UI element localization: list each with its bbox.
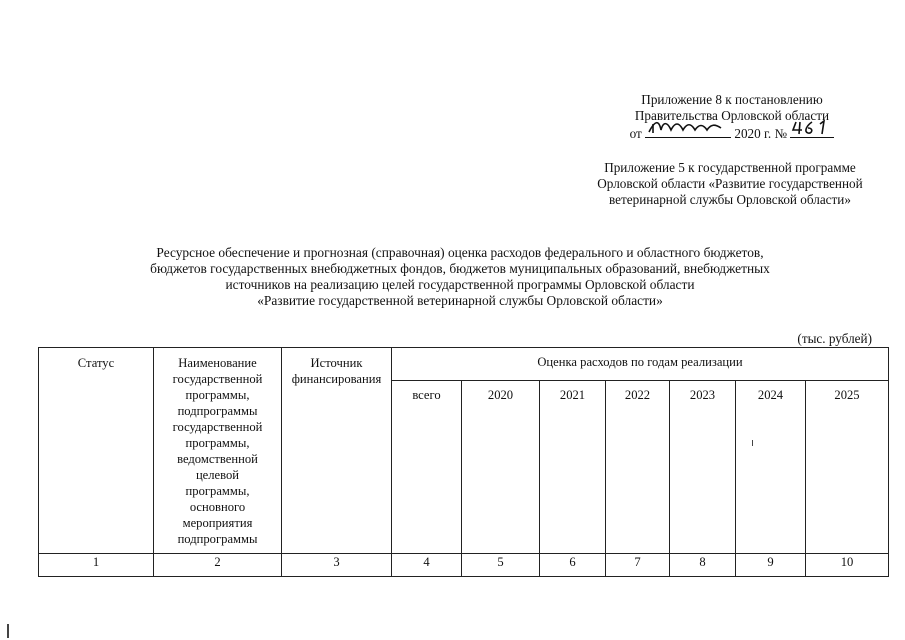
decree-annex-line-3	[612, 124, 852, 142]
header-source-line: финансирования	[291, 372, 382, 386]
column-number-row	[39, 554, 889, 577]
budget-table	[38, 347, 889, 577]
header-name-line: целевой	[195, 468, 240, 482]
column-number: 6	[540, 554, 606, 577]
title-line-4: «Развитие государственной ветеринарной службы Орловской области»	[257, 293, 663, 308]
header-name-line: мероприятия	[182, 516, 253, 530]
scan-mark	[752, 440, 753, 446]
header-year-2020: 2020	[462, 381, 540, 554]
decree-date-prefix: от	[629, 126, 642, 141]
header-total: всего	[392, 381, 462, 554]
header-name-line: основного	[189, 500, 246, 514]
header-name-line: подпрограммы	[177, 532, 258, 546]
decree-annex-line-2: Правительства Орловской области	[634, 108, 830, 123]
header-source-line: Источник	[310, 356, 363, 370]
header-expense-estimate-group: Оценка расходов по годам реализации	[392, 348, 889, 381]
units-label: (тыс. рублей)	[797, 331, 872, 346]
header-program-name	[154, 348, 282, 554]
handwritten-date-signature	[645, 124, 731, 138]
column-number: 4	[392, 554, 462, 577]
header-name-line: программы,	[185, 388, 250, 402]
column-number: 8	[670, 554, 736, 577]
program-annex-header	[572, 160, 888, 208]
header-name-line: Наименование	[178, 356, 257, 370]
title-line-3: источников на реализацию целей государственной программы Орловской области	[225, 277, 695, 292]
program-annex-line-1: Приложение 5 к государственной программе	[604, 160, 856, 175]
program-annex-line-2: Орловской области «Развитие государственной	[597, 176, 863, 191]
header-year-2023: 2023	[670, 381, 736, 554]
decree-annex-header	[612, 92, 852, 142]
header-year-2025: 2025	[806, 381, 889, 554]
column-number: 2	[154, 554, 282, 577]
column-number: 3	[282, 554, 392, 577]
header-name-line: программы,	[185, 436, 250, 450]
header-name-line: ведомственной	[177, 452, 258, 466]
header-year-2022: 2022	[606, 381, 670, 554]
handwritten-decree-number	[790, 124, 834, 138]
header-year-2024: 2024	[736, 381, 806, 554]
title-line-1: Ресурсное обеспечение и прогнозная (справочная) оценка расходов федерального и областного бюджетов,	[156, 245, 764, 260]
header-name-line: государственной	[172, 372, 263, 386]
header-year-2021: 2021	[540, 381, 606, 554]
decree-annex-line-1: Приложение 8 к постановлению	[641, 92, 823, 107]
scan-mark	[7, 624, 9, 638]
decree-year-number: 2020 г. №	[734, 126, 788, 141]
column-number: 9	[736, 554, 806, 577]
program-annex-line-3: ветеринарной службы Орловской области»	[609, 192, 851, 207]
document-title	[60, 245, 860, 309]
column-number: 7	[606, 554, 670, 577]
column-number: 5	[462, 554, 540, 577]
column-number: 1	[39, 554, 154, 577]
header-status: Статус	[39, 348, 154, 554]
header-name-line: подпрограммы	[177, 404, 258, 418]
header-name-line: государственной	[172, 420, 263, 434]
column-number: 10	[806, 554, 889, 577]
header-funding-source	[282, 348, 392, 554]
title-line-2: бюджетов государственных внебюджетных фондов, бюджетов муниципальных образований, внебюджетных	[150, 261, 770, 276]
header-name-line: программы,	[185, 484, 250, 498]
